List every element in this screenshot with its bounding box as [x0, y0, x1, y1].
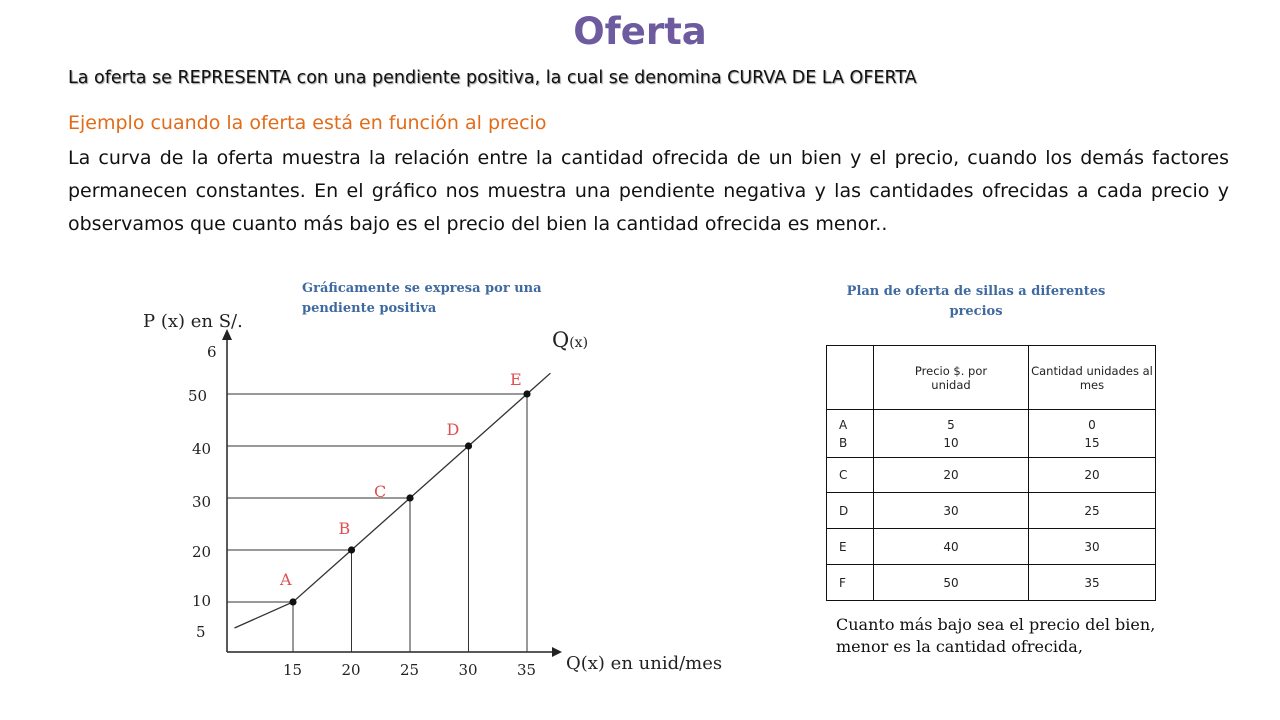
qty-a: 0: [1088, 417, 1096, 432]
point-b: B: [839, 435, 848, 450]
table-cell-price: 20: [874, 458, 1029, 493]
point-label: E: [510, 370, 522, 389]
page-title: Oferta: [573, 10, 707, 53]
table-cell-price: 50: [874, 565, 1029, 601]
table-cell-point: E: [827, 529, 874, 565]
curve-label: Q(x): [552, 328, 589, 352]
y-tick-label: 50: [188, 387, 208, 405]
data-point: [289, 598, 296, 605]
table-header-quantity: Cantidad unidades al mes: [1029, 346, 1156, 410]
x-tick-label: 20: [341, 661, 361, 679]
x-tick-label: 35: [517, 661, 537, 679]
table-row: [827, 458, 1156, 493]
example-heading: Ejemplo cuando la oferta está en función al precio: [68, 112, 547, 134]
x-axis-label: Q(x) en unid/mes: [566, 653, 723, 674]
x-tick-label: 30: [458, 661, 478, 679]
table-header-price: Precio $. por unidad: [874, 346, 1029, 410]
point-label: A: [280, 570, 292, 589]
y-tick-label: 30: [192, 493, 212, 511]
table-cell-point: C: [827, 458, 874, 493]
x-axis-arrow: [552, 647, 562, 657]
point-label: D: [446, 420, 460, 439]
table-header-blank: [827, 346, 874, 410]
description-paragraph: La curva de la oferta muestra la relación entre la cantidad ofrecida de un bien y el precio, cuando los demás factores permanecen constantes. En el gráfico nos muestra una pendiente negativa y las cantidades ofrecidas a cada precio y observamos que cuanto más bajo es el precio del bien la cantidad ofrecida es menor..: [68, 147, 1229, 235]
price-b: 10: [943, 435, 959, 450]
price-a: 5: [947, 417, 955, 432]
table-cell-price: 30: [874, 493, 1029, 529]
table-caption: Cuanto más bajo sea el precio del bien, menor es la cantidad ofrecida,: [836, 615, 1156, 656]
table-row: [827, 493, 1156, 529]
data-point: [348, 546, 355, 553]
y-tick-label: 10: [192, 592, 212, 610]
supply-curve: [235, 373, 551, 628]
table-cell-quantity: 25: [1029, 493, 1156, 529]
table-cell-point: D: [827, 493, 874, 529]
data-point: [465, 442, 472, 449]
graph-note: Gráficamente se expresa por una pendiente positiva: [302, 281, 542, 316]
data-point: [523, 390, 530, 397]
x-tick-label: 25: [400, 661, 420, 679]
table-cell-quantity: 30: [1029, 529, 1156, 565]
table-cell-price: [874, 410, 1029, 458]
table-cell-quantity: 35: [1029, 565, 1156, 601]
table-header-row: [827, 346, 1156, 410]
table-cell-quantity: 20: [1029, 458, 1156, 493]
subtitle: La oferta se REPRESENTA con una pendiente positiva, la cual se denomina CURVA DE LA OFERTA: [68, 68, 917, 88]
table-row: [827, 529, 1156, 565]
point-a: A: [839, 417, 848, 432]
table-cell-price: 40: [874, 529, 1029, 565]
y-tick-label: 5: [196, 623, 206, 641]
table-cell-quantity: [1029, 410, 1156, 458]
qty-b: 15: [1084, 435, 1100, 450]
data-point: [406, 494, 413, 501]
table-note: Plan de oferta de sillas a diferentes precios: [846, 284, 1106, 319]
y-tick-label: 6: [207, 343, 217, 361]
point-label: B: [338, 519, 351, 538]
y-tick-label: 40: [192, 440, 212, 458]
supply-schedule-table: [826, 345, 1156, 601]
y-tick-label: 20: [192, 543, 212, 561]
table-row: [827, 410, 1156, 458]
x-tick-label: 15: [283, 661, 303, 679]
table-row: [827, 565, 1156, 601]
table-cell-point: F: [827, 565, 874, 601]
table-cell-point: [827, 410, 874, 458]
point-label: C: [374, 482, 387, 501]
y-axis-label: P (x) en S/.: [143, 311, 243, 332]
